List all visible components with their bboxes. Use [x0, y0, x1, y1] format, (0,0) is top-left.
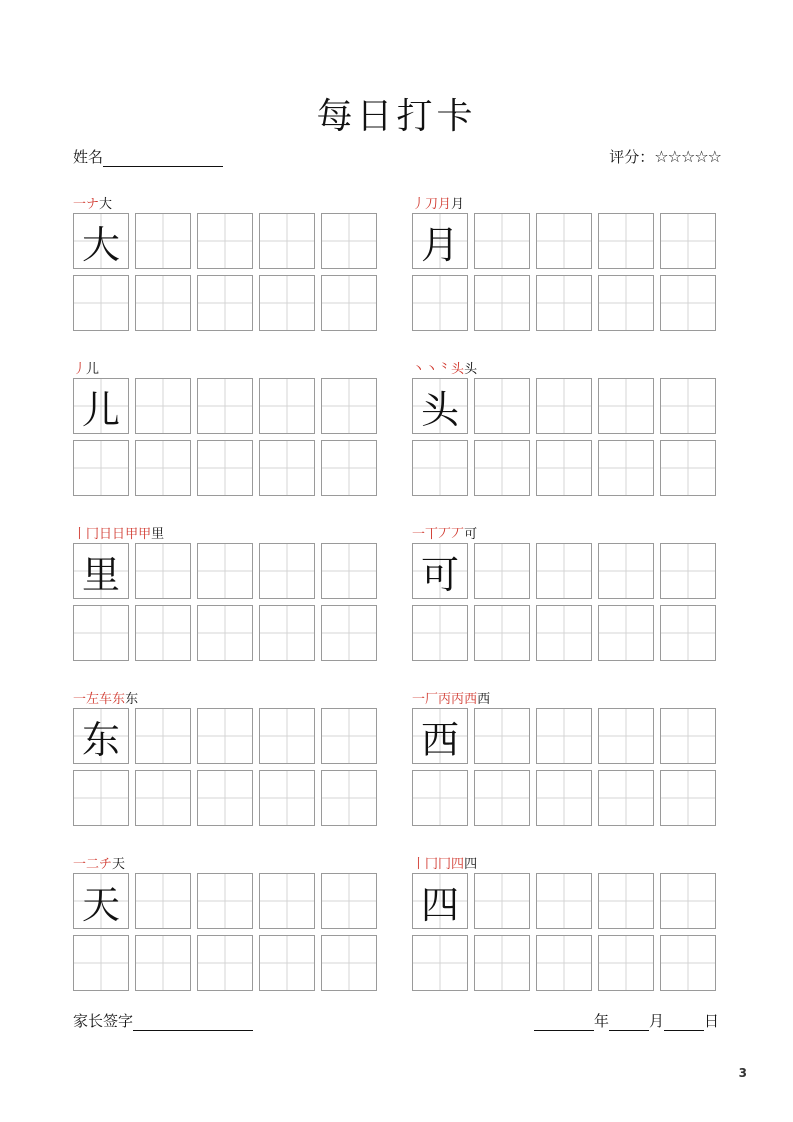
stroke-step: 冂 [86, 527, 100, 542]
writing-cell[interactable] [135, 440, 191, 496]
writing-cell[interactable] [412, 275, 468, 331]
writing-cell[interactable] [197, 440, 253, 496]
writing-cell[interactable] [598, 605, 654, 661]
month-blank[interactable] [609, 1012, 649, 1031]
writing-cell[interactable] [474, 770, 530, 826]
writing-cell[interactable] [536, 213, 592, 269]
stroke-step: チ [99, 857, 113, 872]
writing-cell[interactable] [412, 935, 468, 991]
model-character: 月 [420, 222, 459, 267]
writing-cell[interactable] [474, 708, 530, 764]
stroke-step: 厂 [425, 692, 439, 707]
stroke-order [412, 193, 464, 212]
year-label: 年 [593, 1012, 609, 1030]
writing-cell[interactable] [197, 770, 253, 826]
writing-cell[interactable] [598, 378, 654, 434]
practice-block [73, 362, 383, 496]
writing-cell[interactable] [536, 873, 592, 929]
writing-cell[interactable] [321, 543, 377, 599]
writing-cell[interactable] [321, 873, 377, 929]
name-field[interactable] [73, 146, 223, 167]
writing-cell[interactable] [321, 440, 377, 496]
writing-cell[interactable] [321, 935, 377, 991]
writing-cell[interactable] [660, 213, 716, 269]
stroke-step: 一 [412, 692, 426, 707]
score-field [609, 146, 721, 167]
writing-cell[interactable] [412, 543, 468, 599]
stroke-step: 冂 [438, 857, 452, 872]
writing-cell[interactable] [197, 873, 253, 929]
writing-cell[interactable] [259, 873, 315, 929]
writing-cell[interactable] [73, 275, 129, 331]
stroke-order [73, 523, 164, 542]
writing-cell[interactable] [73, 770, 129, 826]
writing-cell[interactable] [598, 213, 654, 269]
writing-cell[interactable] [412, 378, 468, 434]
stroke-order [73, 358, 99, 377]
writing-cell[interactable] [197, 935, 253, 991]
stroke-step: 可 [464, 527, 478, 542]
stroke-step: ⺀ [438, 362, 452, 377]
writing-cell[interactable] [536, 770, 592, 826]
writing-cell[interactable] [73, 873, 129, 929]
writing-cell[interactable] [197, 605, 253, 661]
writing-cell[interactable] [135, 873, 191, 929]
writing-cell[interactable] [135, 605, 191, 661]
stroke-step: 丿 [412, 197, 426, 212]
day-blank[interactable] [664, 1012, 704, 1031]
writing-cell[interactable] [259, 543, 315, 599]
writing-cell[interactable] [474, 275, 530, 331]
stroke-step: 甲 [125, 527, 139, 542]
writing-cell[interactable] [660, 605, 716, 661]
star-rating-icon[interactable]: ☆☆☆☆☆ [654, 147, 721, 166]
practice-block [73, 197, 383, 331]
writing-cell[interactable] [598, 770, 654, 826]
writing-cell[interactable] [197, 213, 253, 269]
stroke-step: 丆 [438, 527, 452, 542]
writing-cell[interactable] [135, 378, 191, 434]
writing-cell[interactable] [598, 275, 654, 331]
year-blank[interactable] [534, 1012, 594, 1031]
writing-cell[interactable] [474, 440, 530, 496]
stroke-order [73, 853, 125, 872]
stroke-step: 西 [464, 692, 478, 707]
model-character: 西 [420, 717, 459, 762]
stroke-step: 丙 [451, 692, 465, 707]
writing-cell[interactable] [598, 873, 654, 929]
writing-cell[interactable] [321, 378, 377, 434]
writing-cell[interactable] [474, 378, 530, 434]
stroke-step: 天 [112, 857, 126, 872]
stroke-step: 头 [451, 362, 465, 377]
stroke-order [412, 523, 477, 542]
stroke-step: 里 [151, 527, 165, 542]
practice-block [73, 527, 383, 661]
name-label: 姓名 [73, 148, 104, 166]
parent-sign-underline[interactable] [133, 1012, 253, 1031]
stroke-step: 二 [86, 857, 100, 872]
stroke-step: 左 [86, 692, 100, 707]
stroke-step: 丶 [425, 362, 439, 377]
writing-cell[interactable] [321, 605, 377, 661]
writing-cell[interactable] [73, 708, 129, 764]
writing-cell[interactable] [536, 275, 592, 331]
stroke-order [412, 358, 477, 377]
writing-cell[interactable] [135, 213, 191, 269]
model-character: 东 [81, 717, 120, 762]
stroke-step: 一 [73, 857, 87, 872]
stroke-step: 丨 [73, 527, 87, 542]
stroke-step: 大 [99, 197, 113, 212]
score-label: 评分： [609, 148, 655, 166]
writing-cell[interactable] [660, 378, 716, 434]
stroke-step: ナ [86, 197, 100, 212]
stroke-step: 日 [99, 527, 113, 542]
writing-cell[interactable] [660, 770, 716, 826]
writing-cell[interactable] [536, 605, 592, 661]
writing-cell[interactable] [660, 935, 716, 991]
page-title: 每日打卡 [316, 96, 477, 137]
writing-cell[interactable] [259, 708, 315, 764]
writing-cell[interactable] [412, 873, 468, 929]
writing-cell[interactable] [197, 543, 253, 599]
writing-cell[interactable] [259, 935, 315, 991]
writing-cell[interactable] [197, 378, 253, 434]
stroke-step: 丙 [438, 692, 452, 707]
writing-cell[interactable] [321, 708, 377, 764]
model-character: 可 [420, 552, 459, 597]
writing-cell[interactable] [536, 935, 592, 991]
stroke-order [73, 688, 138, 707]
stroke-step: 月 [451, 197, 465, 212]
stroke-step: 东 [112, 692, 126, 707]
stroke-step: 四 [451, 857, 465, 872]
stroke-step: 一 [73, 197, 87, 212]
writing-cell[interactable] [474, 605, 530, 661]
stroke-step: 丶 [412, 362, 426, 377]
stroke-step: 一 [73, 692, 87, 707]
writing-cell[interactable] [197, 708, 253, 764]
writing-cell[interactable] [536, 543, 592, 599]
stroke-step: 甲 [138, 527, 152, 542]
stroke-step: 丆 [451, 527, 465, 542]
practice-block [412, 527, 722, 661]
writing-cell[interactable] [73, 440, 129, 496]
writing-cell[interactable] [259, 440, 315, 496]
writing-cell[interactable] [73, 935, 129, 991]
stroke-step: 东 [125, 692, 139, 707]
stroke-order [412, 853, 477, 872]
practice-block [412, 692, 722, 826]
writing-cell[interactable] [135, 708, 191, 764]
model-character: 头 [420, 387, 459, 432]
stroke-step: 丨 [412, 857, 426, 872]
writing-cell[interactable] [412, 440, 468, 496]
stroke-step: 丅 [425, 527, 439, 542]
practice-block [412, 197, 722, 331]
writing-cell[interactable] [259, 275, 315, 331]
writing-cell[interactable] [412, 213, 468, 269]
stroke-step: 日 [112, 527, 126, 542]
writing-cell[interactable] [474, 935, 530, 991]
model-character: 大 [81, 222, 120, 267]
writing-cell[interactable] [660, 708, 716, 764]
writing-cell[interactable] [660, 543, 716, 599]
writing-cell[interactable] [536, 378, 592, 434]
writing-cell[interactable] [412, 708, 468, 764]
writing-cell[interactable] [536, 440, 592, 496]
parent-sign-field[interactable] [73, 1010, 253, 1031]
writing-cell[interactable] [135, 935, 191, 991]
writing-cell[interactable] [73, 378, 129, 434]
writing-cell[interactable] [474, 213, 530, 269]
writing-cell[interactable] [73, 213, 129, 269]
writing-cell[interactable] [660, 275, 716, 331]
writing-cell[interactable] [598, 440, 654, 496]
writing-cell[interactable] [135, 543, 191, 599]
writing-cell[interactable] [536, 708, 592, 764]
stroke-step: 儿 [86, 362, 100, 377]
writing-cell[interactable] [135, 275, 191, 331]
writing-cell[interactable] [474, 543, 530, 599]
model-character: 里 [81, 552, 120, 597]
model-character: 天 [81, 882, 120, 927]
stroke-step: 丿 [73, 362, 87, 377]
stroke-step: 刀 [425, 197, 439, 212]
writing-cell[interactable] [259, 770, 315, 826]
stroke-step: 冂 [425, 857, 439, 872]
writing-cell[interactable] [73, 543, 129, 599]
date-field[interactable] [534, 1010, 719, 1031]
practice-block [73, 857, 383, 991]
stroke-step: 四 [464, 857, 478, 872]
page-number: 3 [738, 1066, 747, 1080]
month-label: 月 [648, 1012, 664, 1030]
writing-cell[interactable] [135, 770, 191, 826]
stroke-order [73, 193, 112, 212]
model-character: 四 [420, 882, 459, 927]
writing-cell[interactable] [598, 543, 654, 599]
writing-cell[interactable] [321, 213, 377, 269]
writing-cell[interactable] [412, 605, 468, 661]
stroke-step: 一 [412, 527, 426, 542]
name-underline[interactable] [103, 148, 223, 167]
writing-cell[interactable] [412, 770, 468, 826]
writing-cell[interactable] [321, 770, 377, 826]
practice-block [412, 857, 722, 991]
stroke-step: 月 [438, 197, 452, 212]
writing-cell[interactable] [259, 605, 315, 661]
stroke-order [412, 688, 490, 707]
parent-sign-label: 家长签字 [73, 1012, 134, 1030]
writing-cell[interactable] [259, 213, 315, 269]
day-label: 日 [703, 1012, 719, 1030]
model-character: 儿 [81, 387, 120, 432]
writing-cell[interactable] [259, 378, 315, 434]
stroke-step: 车 [99, 692, 113, 707]
stroke-step: 头 [464, 362, 478, 377]
writing-cell[interactable] [598, 708, 654, 764]
practice-block [412, 362, 722, 496]
writing-cell[interactable] [474, 873, 530, 929]
stroke-step: 西 [477, 692, 491, 707]
writing-cell[interactable] [197, 275, 253, 331]
writing-cell[interactable] [660, 440, 716, 496]
practice-block [73, 692, 383, 826]
writing-cell[interactable] [321, 275, 377, 331]
writing-cell[interactable] [73, 605, 129, 661]
writing-cell[interactable] [660, 873, 716, 929]
writing-cell[interactable] [598, 935, 654, 991]
